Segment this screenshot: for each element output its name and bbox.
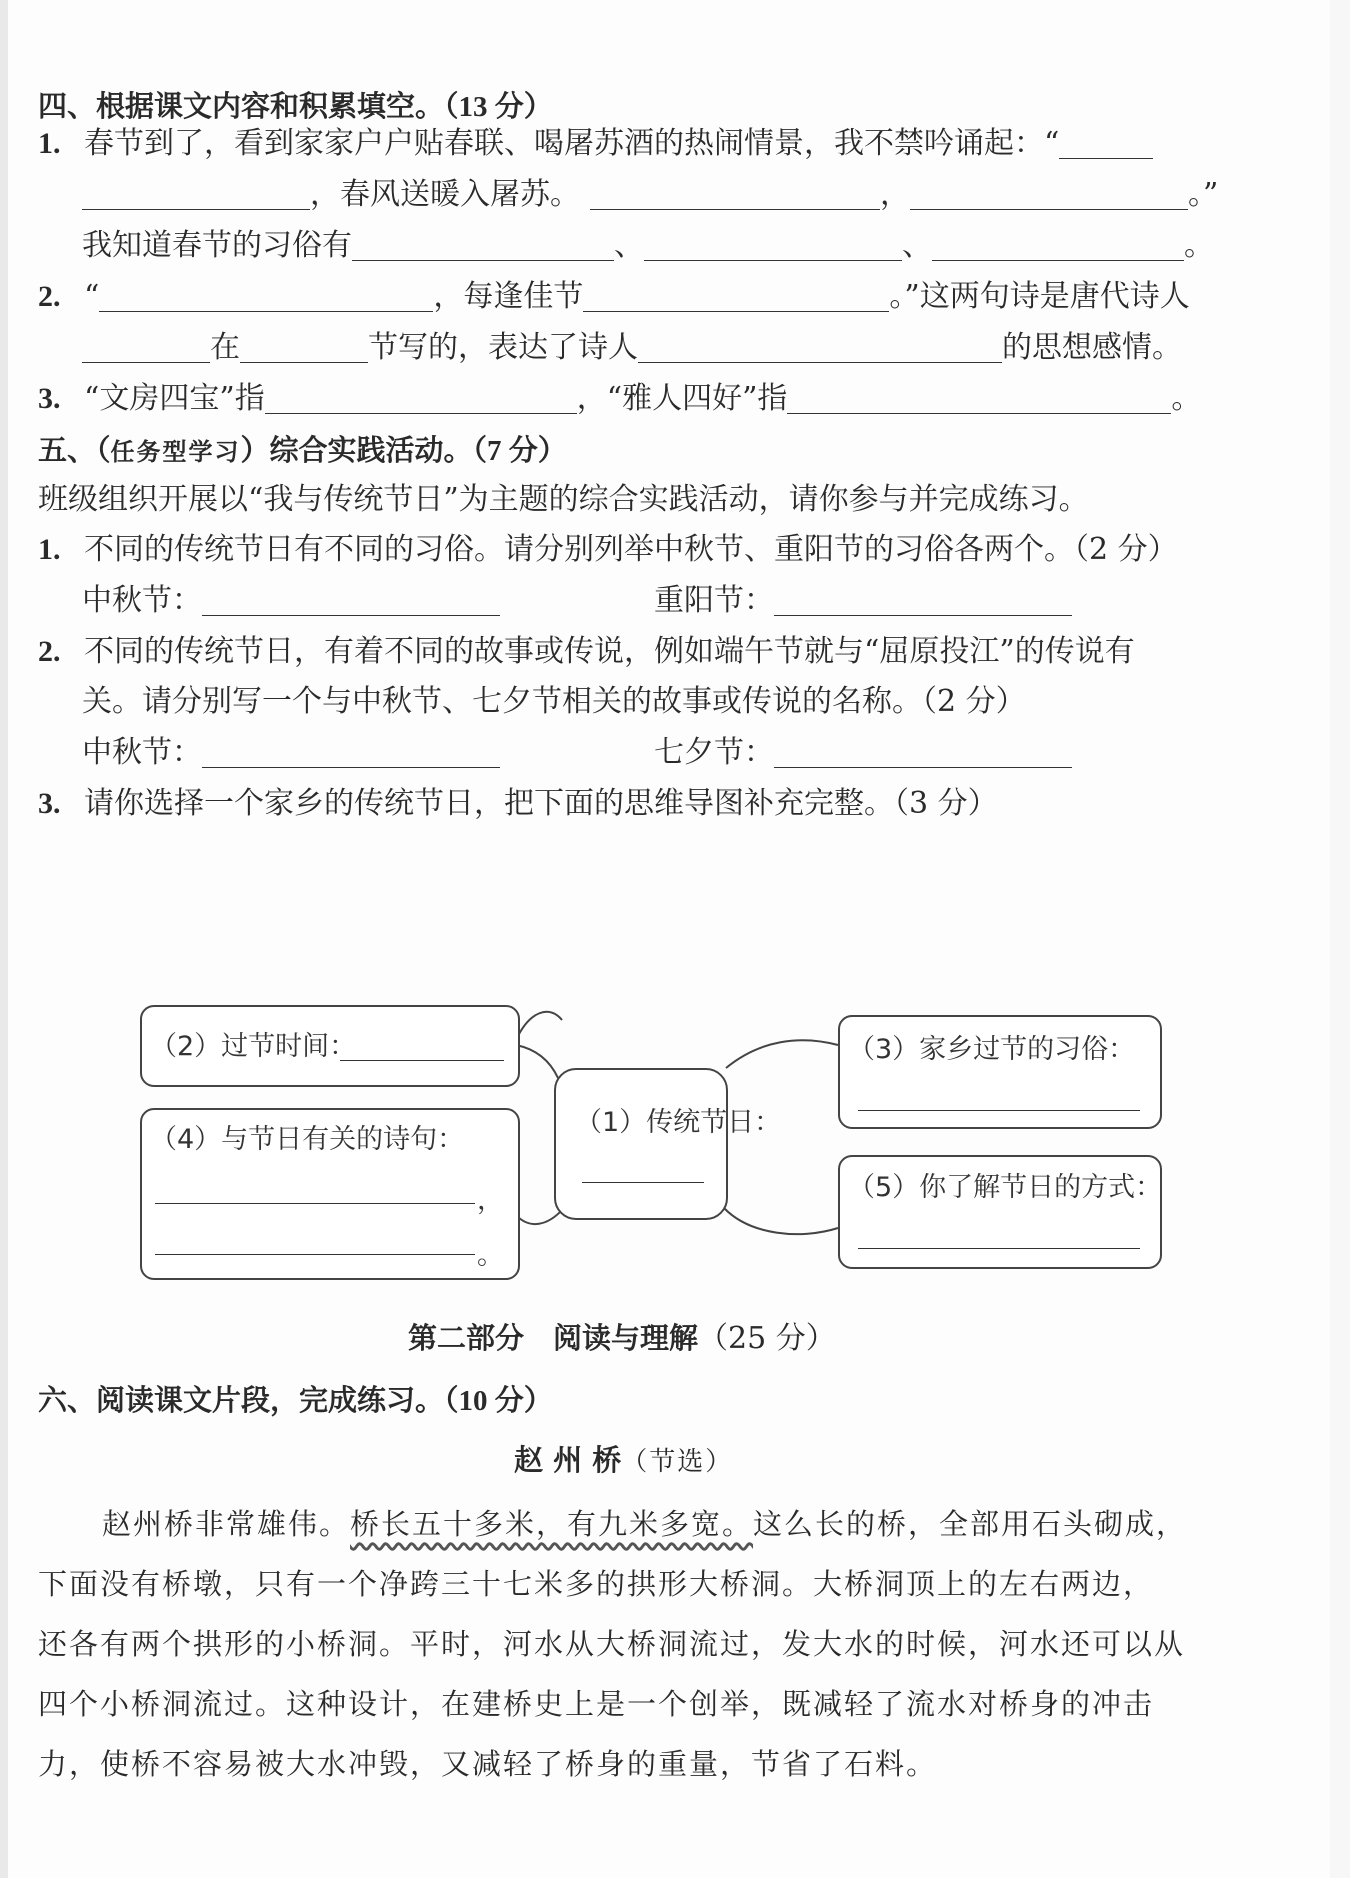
passage-title: 赵 州 桥 (514, 1443, 622, 1477)
section5-intro: 班级组织开展以“我与传统节日”为主题的综合实践活动，请你参与并完成练习。 (38, 482, 1089, 517)
qixi-label: 七夕节： (654, 735, 774, 770)
q4-3-text1: “文房四宝”指 (84, 381, 265, 416)
passage-line-5: 力，使桥不容易被大水冲毁，又减轻了桥身的重量，节省了石料。 (38, 1747, 938, 1781)
passage-line-4: 四个小桥洞流过。这种设计，在建桥史上是一个创举，既减轻了流水对桥身的冲击 (38, 1687, 1155, 1721)
mindmap-time-label: （2）过节时间： (150, 1031, 357, 1062)
mindmap-poems-label: （4）与节日有关的诗句： (150, 1124, 465, 1155)
q4-1-poem-line: ，春风送暖入屠苏。 (310, 177, 580, 212)
section6-score: （10 分） (444, 1385, 553, 1417)
answer-blank[interactable] (340, 1060, 504, 1061)
passage-title-line (514, 1440, 733, 1482)
answer-blank[interactable] (582, 1182, 704, 1183)
mindmap-center-box (554, 1068, 728, 1220)
answer-blank[interactable] (858, 1110, 1140, 1111)
q5-1-number: 1. (38, 533, 61, 566)
passage-line-2: 下面没有桥墩，只有一个净跨三十七米多的拱形大桥洞。大桥洞顶上的左右两边， (38, 1567, 1155, 1601)
answer-blank[interactable] (155, 1254, 475, 1255)
q4-3-text2: ，“雅人四好”指 (576, 381, 788, 416)
passage-line-1 (102, 1504, 1187, 1544)
zai-text: 在 (210, 330, 240, 365)
mindmap-customs-label: （3）家乡过节的习俗： (848, 1034, 1136, 1065)
comma: ， (477, 1185, 504, 1216)
passage-note: （节选） (621, 1447, 734, 1477)
section5-title-tag: 任务型学习 (110, 437, 241, 466)
part2-score: （25 分） (698, 1321, 836, 1356)
passage-sentence: 赵州桥非常雄伟。 (102, 1507, 351, 1541)
q4-2-end-text: 的思想感情。 (1002, 330, 1182, 365)
separator: 、 (614, 228, 644, 263)
q5-3-text: 请你选择一个家乡的传统节日，把下面的思维导图补充完整。（3 分） (84, 786, 998, 821)
end-quote: 。” (1188, 177, 1219, 212)
mid-autumn-label: 中秋节： (82, 583, 202, 618)
mindmap-ways-label: （5）你了解节日的方式： (848, 1172, 1163, 1203)
q4-1-customs-text: 我知道春节的习俗有 (82, 228, 352, 263)
comma: ， (880, 177, 910, 212)
separator: 、 (902, 228, 932, 263)
passage-sentence: 这么长的桥，全部用石头砌成， (753, 1507, 1188, 1541)
q5-1-text: 不同的传统节日有不同的习俗。请分别列举中秋节、重阳节的习俗各两个。（2 分） (84, 532, 1178, 567)
connector-ways (724, 1208, 838, 1234)
answer-blank[interactable] (155, 1203, 475, 1204)
mid-autumn-label: 中秋节： (82, 735, 202, 770)
connector-poems-top (516, 1045, 558, 1078)
section6-title: 六、阅读课文片段，完成练习。 (38, 1383, 445, 1417)
mindmap-center-label: （1）传统节日： (575, 1107, 782, 1138)
part2-heading (408, 1318, 836, 1359)
q5-3-number: 3. (38, 787, 61, 820)
part2-title: 第二部分 阅读与理解 (408, 1321, 699, 1355)
period: 。 (477, 1240, 504, 1271)
passage-line-3: 还各有两个拱形的小桥洞。平时，河水从大桥洞流过，发大水的时候，河水还可以从 (38, 1627, 1186, 1661)
section5-score: （7 分） (472, 435, 567, 467)
connector-poems (516, 1210, 562, 1224)
section5-title-end: ）综合实践活动。 (240, 433, 473, 467)
q5-2-number: 2. (38, 635, 61, 668)
open-quote: “ (84, 279, 100, 314)
period: 。 (1171, 381, 1202, 416)
section5-title-start: 五、（ (38, 433, 111, 467)
q4-3-number: 3. (38, 382, 61, 415)
section6-heading (38, 1380, 553, 1421)
answer-blank[interactable] (858, 1248, 1140, 1249)
q4-1-text: 春节到了，看到家家户户贴春联、喝屠苏酒的热闹情景，我不禁吟诵起：“ (84, 126, 1060, 161)
double-ninth-label: 重阳节： (654, 583, 774, 618)
q4-1-number: 1. (38, 127, 61, 160)
q4-2-number: 2. (38, 280, 61, 313)
q5-2-text1: 不同的传统节日，有着不同的故事或传说，例如端午节就与“屈原投江”的传说有 (84, 634, 1135, 669)
q4-2-text: 。”这两句诗是唐代诗人 (889, 279, 1190, 314)
underlined-sentence: 桥长五十多米，有九米多宽。 (350, 1507, 754, 1541)
connector-time (516, 1012, 562, 1040)
q4-2-poem-line: ，每逢佳节 (433, 279, 584, 314)
q5-2-line2: 关。请分别写一个与中秋节、七夕节相关的故事或传说的名称。（2 分） (82, 684, 1026, 719)
section4-score: （13 分） (444, 91, 553, 123)
period: 。 (1184, 228, 1214, 263)
q4-2-mid-text: 节写的，表达了诗人 (368, 330, 638, 365)
section4-title: 四、根据课文内容和积累填空。 (38, 89, 445, 123)
connector-customs (726, 1040, 838, 1068)
